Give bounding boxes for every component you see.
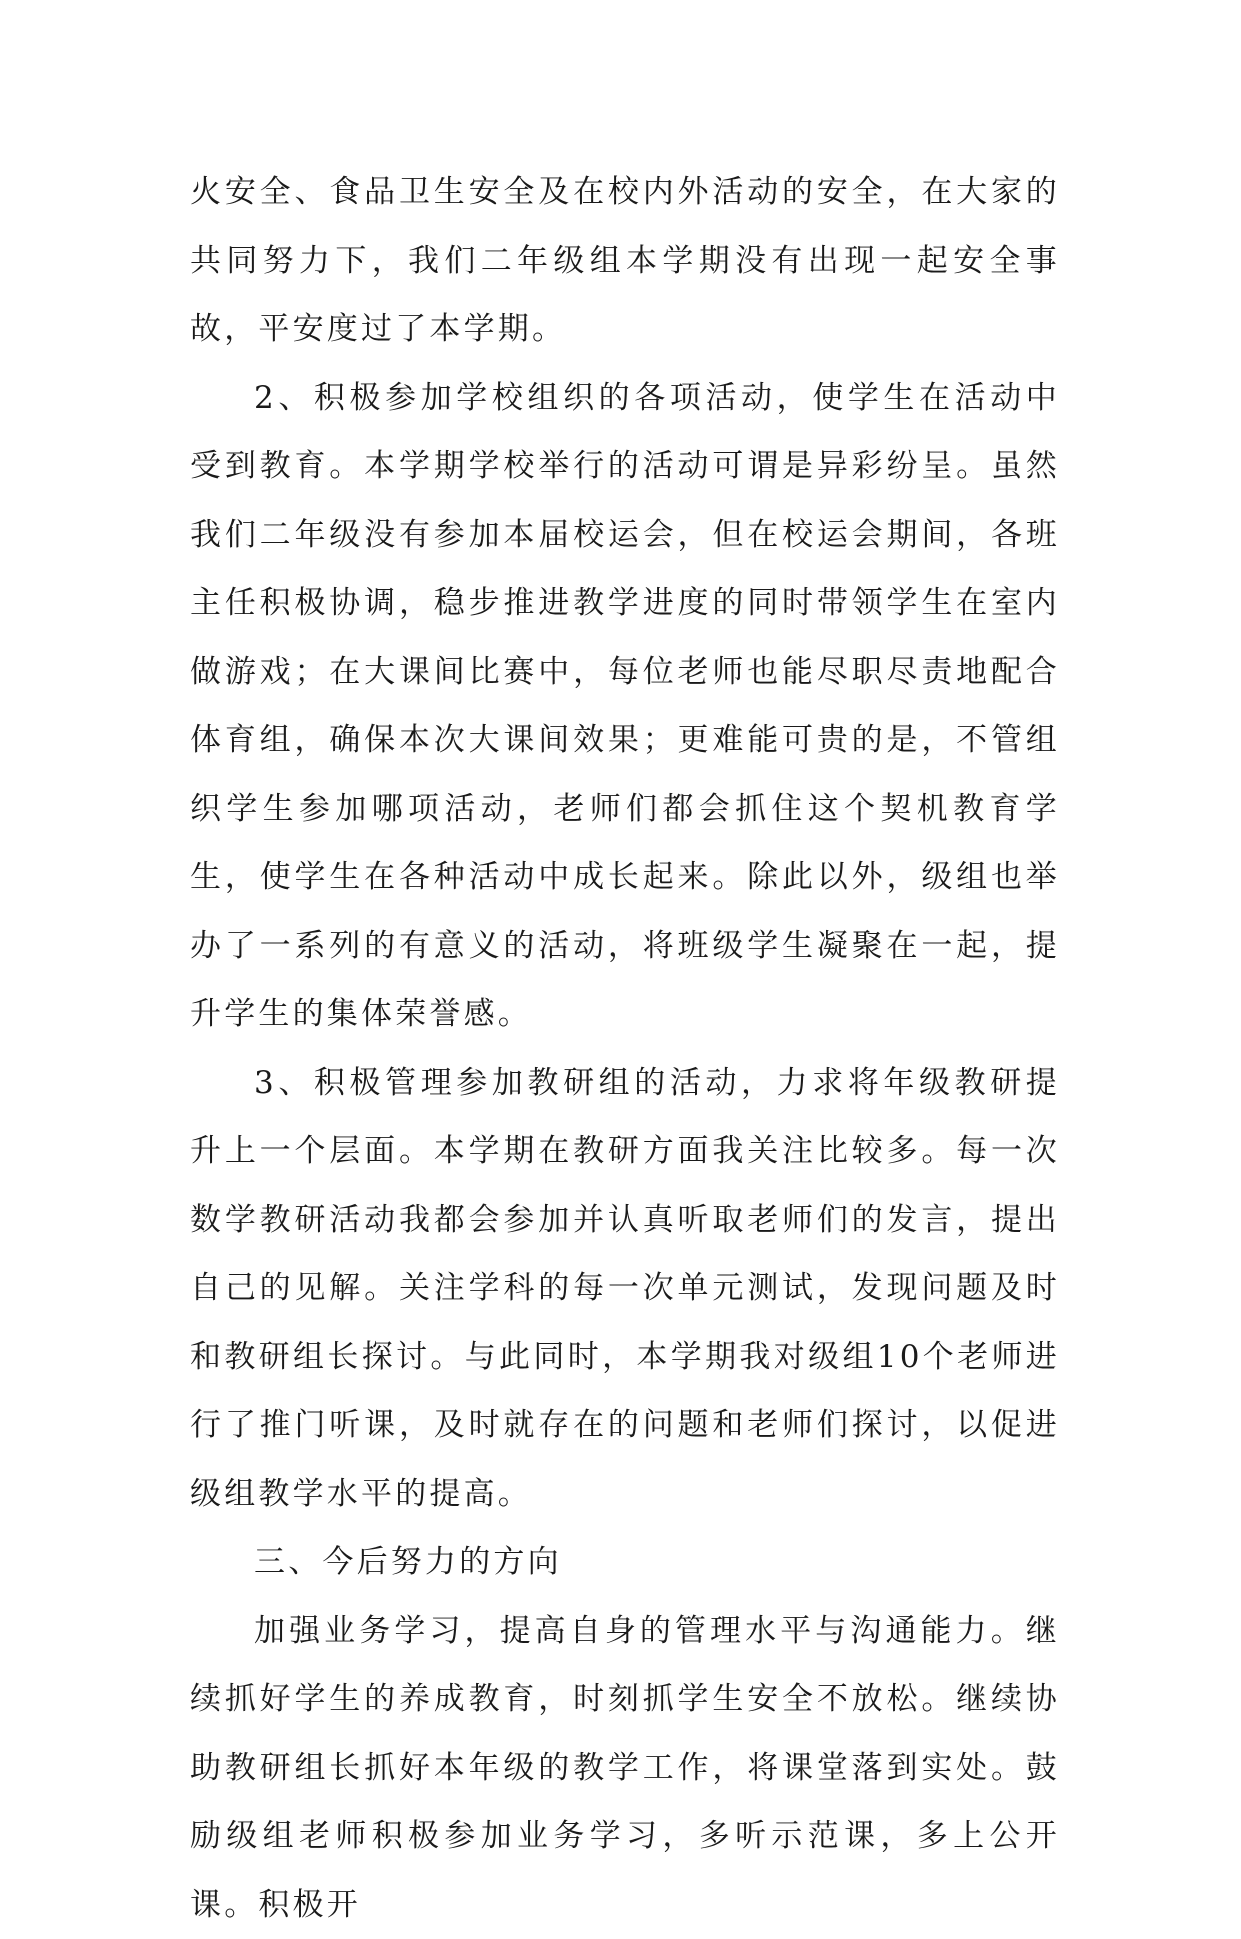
paragraph-teaching-research: 3、积极管理参加教研组的活动，力求将年级教研提升上一个层面。本学期在教研方面我关注比较多。每一次数学教研活动我都会参加并认真听取老师们的发言，提出自己的见解。关注学科的每一次单元测试，发现问题及时和教研组长探讨。与此同时，本学期我对级组10个老师进行了推门听课，及时就存在的问题和老师们探讨，以促进级组教学水平的提高。 (190, 1049, 1060, 1529)
paragraph-safety-continuation: 火安全、食品卫生安全及在校内外活动的安全，在大家的共同努力下，我们二年级组本学期没有出现一起安全事故，平安度过了本学期。 (190, 158, 1060, 364)
paragraph-future-plans: 加强业务学习，提高自身的管理水平与沟通能力。继续抓好学生的养成教育，时刻抓学生安全不放松。继续协助教研组长抓好本年级的教学工作，将课堂落到实处。鼓励级组老师积极参加业务学习，多听示范课，多上公开课。积极开 (190, 1597, 1060, 1939)
section-heading-future-direction: 三、今后努力的方向 (190, 1528, 1060, 1597)
paragraph-activities: 2、积极参加学校组织的各项活动，使学生在活动中受到教育。本学期学校举行的活动可谓是异彩纷呈。虽然我们二年级没有参加本届校运会，但在校运会期间，各班主任积极协调，稳步推进教学进度的同时带领学生在室内做游戏；在大课间比赛中，每位老师也能尽职尽责地配合体育组，确保本次大课间效果；更难能可贵的是，不管组织学生参加哪项活动，老师们都会抓住这个契机教育学生，使学生在各种活动中成长起来。除此以外，级组也举办了一系列的有意义的活动，将班级学生凝聚在一起，提升学生的集体荣誉感。 (190, 364, 1060, 1049)
document-body (190, 158, 1060, 1939)
